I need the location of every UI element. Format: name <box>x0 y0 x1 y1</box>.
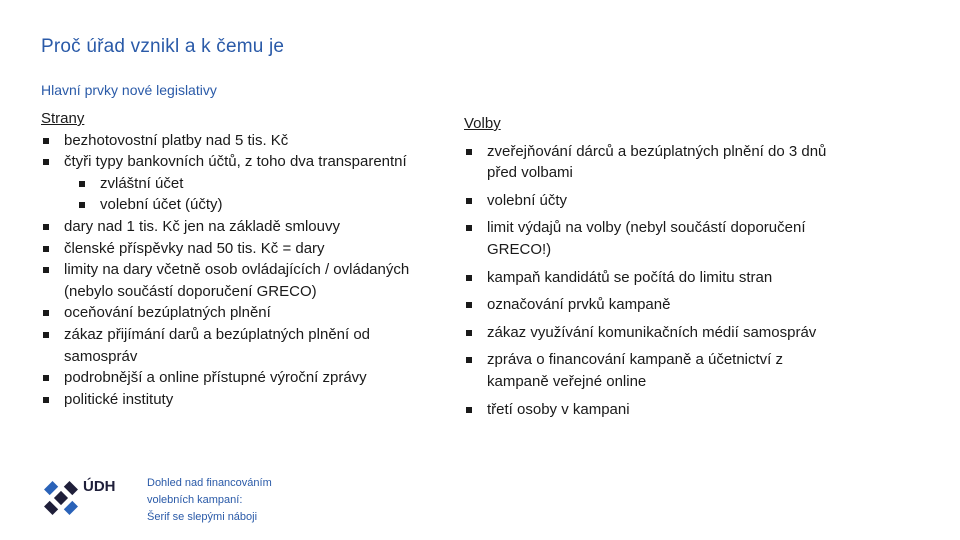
list-item <box>464 399 839 421</box>
bullet-icon <box>43 397 49 403</box>
list-item <box>41 151 421 173</box>
footer-text <box>147 475 272 526</box>
list-item-text: zpráva o financování kampaně a účetnictví z kampaně veřejné online <box>487 351 784 390</box>
list-item <box>464 217 839 260</box>
bullet-icon <box>43 138 49 144</box>
right-heading: Volby <box>464 115 501 132</box>
list-item-text: limit výdajů na volby (nebyl součástí doporučení GRECO!) <box>487 219 806 258</box>
list-item-text: členské příspěvky nad 50 tis. Kč = dary <box>64 239 325 257</box>
bullet-icon <box>43 310 49 316</box>
list-item <box>41 216 421 238</box>
bullet-icon <box>43 224 49 230</box>
list-item-text: čtyři typy bankovních účtů, z toho dva transparentní <box>64 153 407 171</box>
list-item <box>41 367 421 389</box>
list-item <box>41 324 421 367</box>
footer-line: Šerif se slepými náboji <box>147 511 258 523</box>
list-item-text: volební účet (účty) <box>100 196 223 214</box>
bullet-icon <box>466 302 472 308</box>
bullet-icon <box>466 407 472 413</box>
list-item-text: zákaz přijímání darů a bezúplatných plnění od samospráv <box>64 325 371 365</box>
list-item-text: volební účty <box>487 191 568 209</box>
bullet-icon <box>43 332 49 338</box>
list-item <box>41 194 421 216</box>
footer-line: volebních kampaní: <box>147 494 243 506</box>
bullet-icon <box>466 330 472 336</box>
list-item-text: bezhotovostní platby nad 5 tis. Kč <box>64 131 289 149</box>
list-item-text: limity na dary včetně osob ovládajících / ovládaných (nebylo součástí doporučení GRECO) <box>64 261 410 300</box>
list-item <box>464 141 839 184</box>
left-list <box>41 130 421 411</box>
bullet-icon <box>79 202 85 208</box>
list-item <box>464 190 839 212</box>
list-item-text: označování prvků kampaně <box>487 296 671 314</box>
bullet-icon <box>466 357 472 363</box>
footer-line: Dohled nad financováním <box>147 477 272 489</box>
left-column <box>41 108 421 410</box>
list-item-text: dary nad 1 tis. Kč jen na základě smlouvy <box>64 217 340 235</box>
list-item-text: zákaz využívání komunikačních médií samospráv <box>487 323 817 341</box>
right-column <box>464 113 839 420</box>
list-item <box>41 389 421 411</box>
bullet-icon <box>466 275 472 281</box>
list-item-text: zvláštní účet <box>100 174 184 192</box>
udh-logo-mark-icon <box>33 472 133 524</box>
udh-logo <box>33 472 133 529</box>
bullet-icon <box>43 159 49 165</box>
list-item <box>41 238 421 260</box>
bullet-icon <box>43 375 49 381</box>
list-item-text: oceňování bezúplatných plnění <box>64 304 271 322</box>
list-item <box>464 349 839 392</box>
list-item <box>464 322 839 344</box>
logo-text: ÚDH <box>83 478 116 495</box>
list-item <box>41 130 421 152</box>
list-item <box>464 267 839 289</box>
list-item-text: kampaň kandidátů se počítá do limitu stran <box>487 268 773 286</box>
list-item-text: zveřejňování dárců a bezúplatných plnění do 3 dnů před volbami <box>487 142 827 182</box>
bullet-icon <box>466 149 472 155</box>
list-item-text: třetí osoby v kampani <box>487 400 630 418</box>
list-item <box>41 173 421 195</box>
list-item-text: politické instituty <box>64 390 174 408</box>
left-heading: Strany <box>41 110 85 127</box>
bullet-icon <box>43 246 49 252</box>
slide-title: Proč úřad vznikl a k čemu je <box>41 36 285 57</box>
bullet-icon <box>79 181 85 187</box>
bullet-icon <box>466 225 472 231</box>
right-list <box>464 141 839 421</box>
bullet-icon <box>466 198 472 204</box>
slide-subtitle: Hlavní prvky nové legislativy <box>41 82 217 98</box>
list-item <box>41 259 421 302</box>
bullet-icon <box>43 267 49 273</box>
list-item <box>464 294 839 316</box>
list-item-text: podrobnější a online přístupné výroční zprávy <box>64 369 367 387</box>
list-item <box>41 302 421 324</box>
